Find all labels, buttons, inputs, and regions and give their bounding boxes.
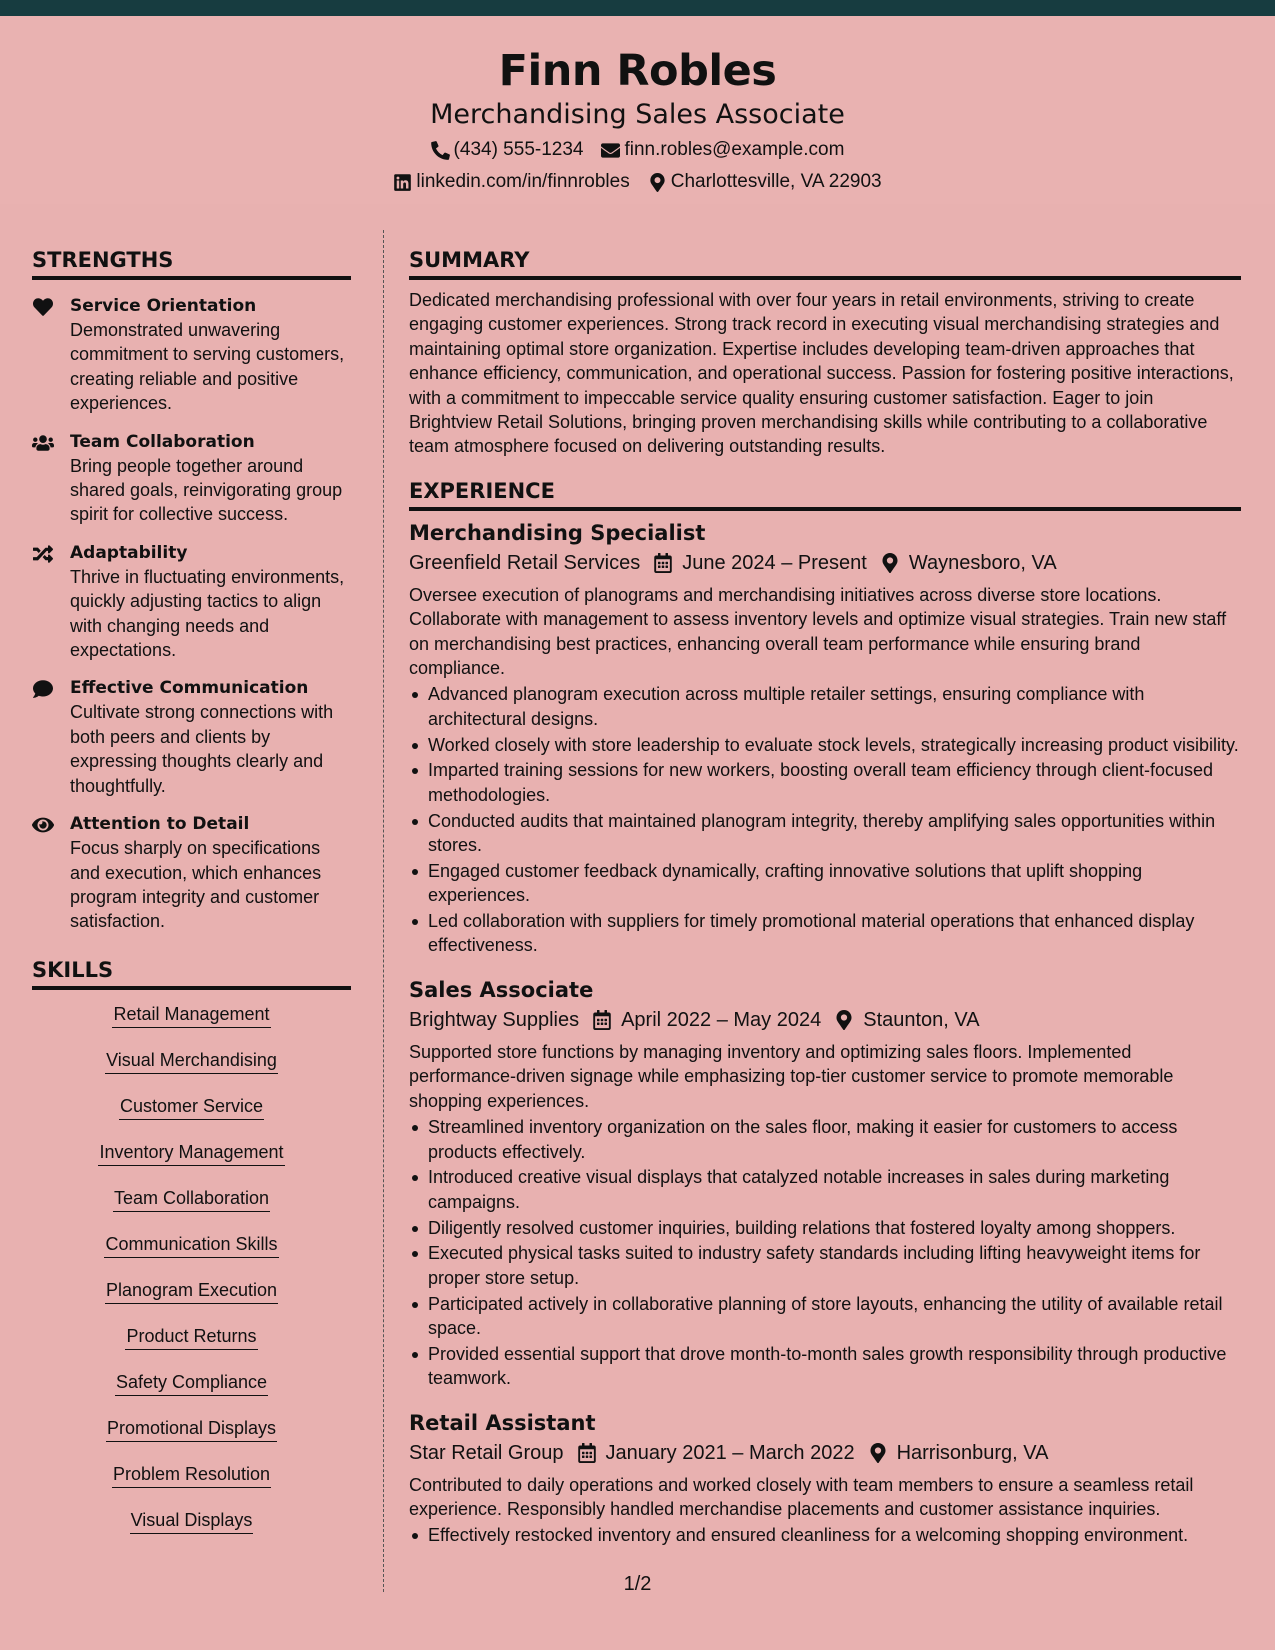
- page-number: 1/2: [623, 1573, 652, 1595]
- strength-title: Service Orientation: [70, 296, 257, 316]
- skill-tag: Visual Displays: [130, 1508, 254, 1534]
- job-company: Brightway Supplies: [409, 1008, 580, 1031]
- job-entry: [409, 976, 1241, 1391]
- top-accent-bar: [0, 0, 1275, 16]
- job-company: Greenfield Retail Services: [409, 551, 641, 574]
- experience-heading: EXPERIENCE: [409, 477, 1241, 511]
- job-company: Star Retail Group: [409, 1441, 564, 1464]
- job-dates: April 2022 – May 2024: [621, 1008, 822, 1031]
- candidate-role: Merchandising Sales Associate: [430, 99, 845, 130]
- strength-desc: Thrive in fluctuating environments, quickly adjusting tactics to align with changing needs and expectations.: [70, 566, 345, 661]
- shuffle-icon: [32, 544, 54, 564]
- linkedin-icon: [393, 173, 412, 192]
- strength-title: Effective Communication: [70, 678, 309, 699]
- job-location: Waynesboro, VA: [908, 551, 1057, 574]
- contact-row-2: [0, 170, 1275, 194]
- job-title: Retail Assistant: [409, 1410, 596, 1435]
- column-divider: [383, 230, 384, 1592]
- job-dates: January 2021 – March 2022: [605, 1441, 855, 1464]
- contact-row-1: [0, 138, 1275, 162]
- users-icon: [32, 433, 54, 453]
- job-meta: [409, 549, 1241, 577]
- list-item: Provided essential support that drove month-to-month sales growth responsibility through productive teamwork.: [409, 1342, 1241, 1391]
- skill-tag: Team Collaboration: [113, 1186, 270, 1212]
- email-text: finn.robles@example.com: [624, 139, 845, 160]
- skill-tag: Safety Compliance: [115, 1370, 268, 1396]
- list-item: Diligently resolved customer inquiries, building relations that fostered loyalty among shoppers.: [409, 1216, 1241, 1240]
- map-marker-icon: [835, 1010, 853, 1030]
- list-item: Imparted training sessions for new workers, boosting overall team efficiency through client-focused methodologies.: [409, 758, 1241, 807]
- skill-tag: Problem Resolution: [112, 1462, 271, 1488]
- contact-location: [648, 170, 882, 194]
- calendar-icon: [654, 553, 672, 573]
- skill-tag: Planogram Execution: [105, 1278, 278, 1304]
- strength-item: [32, 541, 351, 663]
- list-item: Introduced creative visual displays that catalyzed notable increases in sales during marketing campaigns.: [409, 1165, 1241, 1214]
- strength-desc: Demonstrated unwavering commitment to serving customers, creating reliable and positive experiences.: [70, 320, 345, 414]
- list-item: Led collaboration with suppliers for timely promotional material operations that enhanced display effectiveness.: [409, 909, 1241, 958]
- job-title: Sales Associate: [409, 977, 594, 1002]
- job-description: Supported store functions by managing inventory and optimizing sales floors. Implemented performance-driven signage while emphasizing top-tier customer service to promote memorable shopping experiences.: [409, 1041, 1174, 1111]
- skill-tag: Customer Service: [119, 1094, 264, 1120]
- comment-icon: [32, 679, 54, 699]
- job-entry: [409, 519, 1241, 958]
- map-marker-icon: [881, 553, 899, 573]
- location-text: Charlottesville, VA 22903: [670, 171, 882, 192]
- job-description: Oversee execution of planograms and merchandising initiatives across diverse store locations. Collaborate with management to assess inventory levels and optimize visual strategies. Train new staff on merchandising best practices, enhancing overall team performance while ensuring brand compliance.: [409, 584, 1227, 679]
- summary-text: Dedicated merchandising professional with over four years in retail environments, striving to create engaging customer experiences. Strong track record in executing visual merchandising strategies and maintaining optimal store organization. Expertise includes developing team-driven approaches that enhance efficiency, communication, and operational success. Passion for fostering positive interactions, with a commitment to impeccable service quality ensuring customer satisfaction. Eager to join Brightview Retail Solutions, bringing proven merchandising skills while contributing to a collaborative team atmosphere focused on delivering outstanding results.: [409, 290, 1234, 457]
- map-marker-icon: [869, 1443, 887, 1463]
- list-item: Worked closely with store leadership to evaluate stock levels, strategically increasing product visibility.: [409, 733, 1241, 757]
- strength-desc: Focus sharply on specifications and execution, which enhances program integrity and customer satisfaction.: [70, 838, 322, 932]
- strength-item: [32, 812, 351, 934]
- linkedin-text: linkedin.com/in/finnrobles: [416, 171, 630, 192]
- strengths-heading: STRENGTHS: [32, 246, 351, 280]
- skill-tag: Promotional Displays: [106, 1416, 277, 1442]
- envelope-icon: [601, 141, 620, 160]
- phone-text: (434) 555-1234: [453, 139, 584, 160]
- eye-icon: [32, 815, 54, 835]
- phone-icon: [431, 141, 450, 160]
- list-item: Engaged customer feedback dynamically, crafting innovative solutions that uplift shopping experiences.: [409, 859, 1241, 908]
- left-column: [32, 246, 351, 1554]
- job-location: Harrisonburg, VA: [896, 1441, 1049, 1464]
- strength-item: [32, 430, 351, 527]
- strength-item: [32, 676, 351, 798]
- summary-heading: SUMMARY: [409, 246, 1241, 280]
- strength-item: [32, 294, 351, 416]
- job-title: Merchandising Specialist: [409, 520, 706, 545]
- list-item: Advanced planogram execution across multiple retailer settings, ensuring compliance with architectural designs.: [409, 682, 1241, 731]
- list-item: Streamlined inventory organization on the sales floor, making it easier for customers to access products effectively.: [409, 1115, 1241, 1164]
- contact-phone: [431, 138, 584, 162]
- right-column: [409, 246, 1241, 1549]
- job-bullets: [409, 1115, 1241, 1390]
- skill-tag: Visual Merchandising: [105, 1048, 278, 1074]
- resume-header: [0, 16, 1275, 204]
- job-location: Staunton, VA: [863, 1008, 980, 1031]
- list-item: Conducted audits that maintained planogram integrity, thereby amplifying sales opportunities within stores.: [409, 809, 1241, 858]
- list-item: Executed physical tasks suited to industry safety standards including lifting heavyweight items for proper store setup.: [409, 1241, 1241, 1290]
- skill-tag: Retail Management: [112, 1002, 270, 1028]
- job-description: Contributed to daily operations and worked closely with team members to ensure a seamless retail experience. Responsibly handled merchandise placements and customer assistance inquiries.: [409, 1474, 1194, 1519]
- skills-heading: SKILLS: [32, 956, 351, 990]
- strength-title: Attention to Detail: [70, 814, 250, 835]
- calendar-icon: [578, 1443, 596, 1463]
- heart-icon: [32, 297, 54, 317]
- job-bullets: [409, 682, 1241, 957]
- strength-desc: Cultivate strong connections with both peers and clients by expressing thoughts clearly and thoughtfully.: [70, 702, 334, 796]
- strength-title: Team Collaboration: [70, 431, 255, 452]
- job-entry: [409, 1409, 1241, 1548]
- list-item: Participated actively in collaborative planning of store layouts, enhancing the utility of available retail space.: [409, 1292, 1241, 1341]
- skills-list: [32, 1002, 351, 1534]
- skill-tag: Product Returns: [125, 1324, 257, 1350]
- skill-tag: Inventory Management: [98, 1140, 284, 1166]
- strength-title: Adaptability: [70, 542, 188, 563]
- candidate-name: Finn Robles: [498, 46, 777, 96]
- skill-tag: Communication Skills: [104, 1232, 278, 1258]
- contact-linkedin[interactable]: [393, 170, 629, 194]
- job-bullets: [409, 1523, 1241, 1547]
- map-marker-icon: [648, 173, 667, 192]
- list-item: Effectively restocked inventory and ensured cleanliness for a welcoming shopping environment.: [409, 1523, 1241, 1547]
- strength-desc: Bring people together around shared goals, reinvigorating group spirit for collective success.: [70, 455, 343, 525]
- job-meta: [409, 1006, 1241, 1034]
- job-meta: [409, 1439, 1241, 1467]
- calendar-icon: [593, 1010, 611, 1030]
- contact-email[interactable]: [601, 138, 844, 162]
- job-dates: June 2024 – Present: [682, 551, 867, 574]
